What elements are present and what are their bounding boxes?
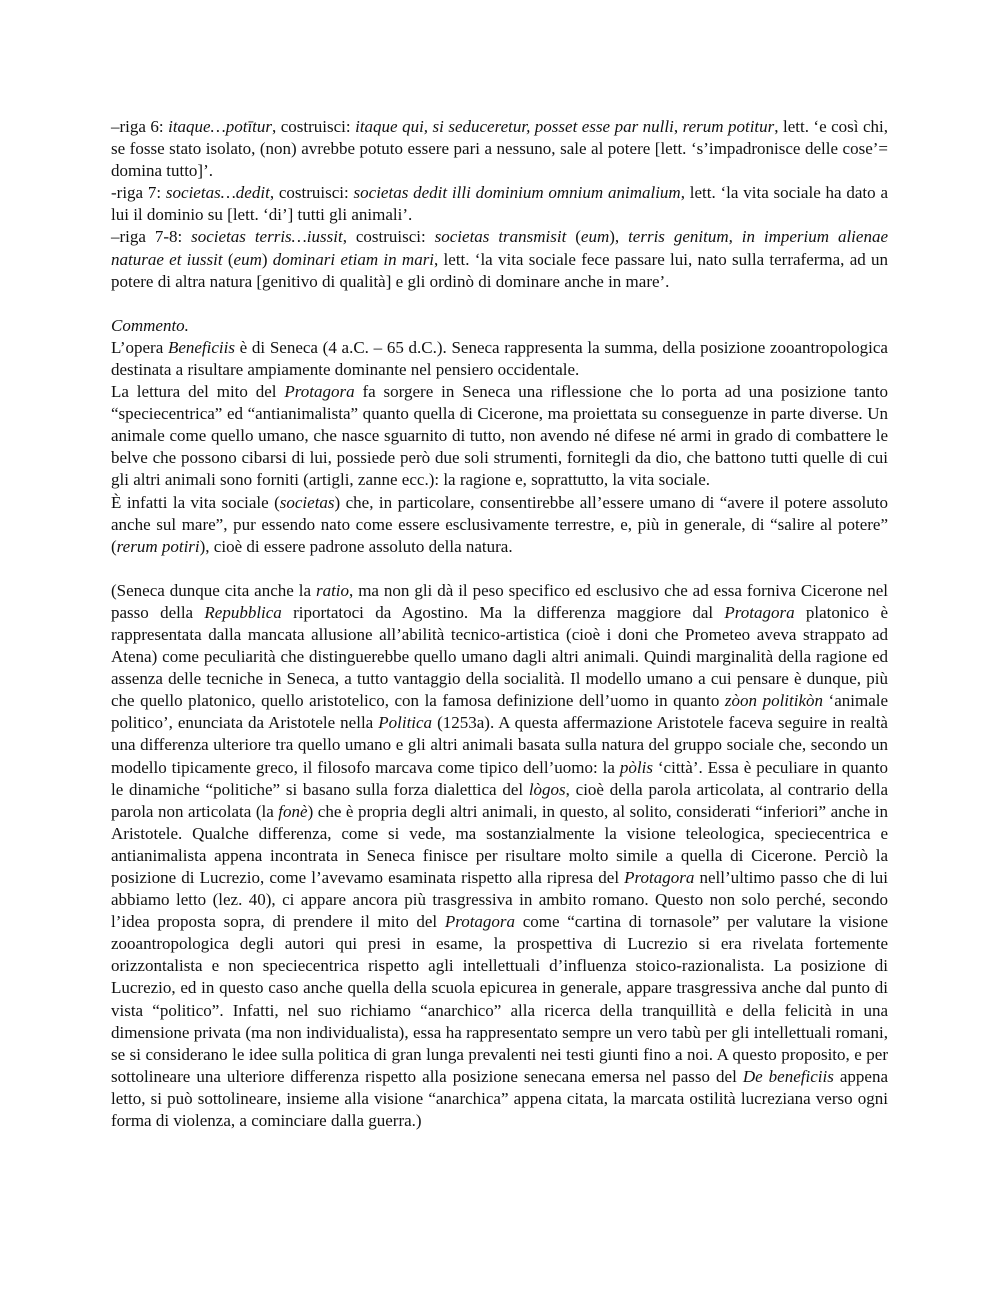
text-run: ), [609, 227, 629, 247]
italic-text-run: itaque…potītur [168, 117, 273, 136]
text-run: -riga 7: [111, 183, 166, 203]
italic-text-run: lògos [528, 779, 566, 799]
text-run: , costruisci: [342, 227, 435, 247]
parenthetical-paragraph [111, 580, 888, 1132]
paragraph-gap [111, 293, 888, 315]
italic-text-run: eum [580, 227, 610, 247]
italic-text-run: societas [279, 492, 335, 512]
italic-text-run: ratio [315, 580, 350, 600]
commento-paragraph-2 [111, 381, 888, 491]
text-run: ( [566, 227, 581, 247]
text-run: , costruisci: [272, 117, 356, 136]
paragraph-gap [111, 558, 888, 580]
note-riga-7 [111, 182, 888, 226]
text-run: ) che è propria degli altri animali, in questo, al solito, considerati “inferiori” anche in Aristotele. Qualche differenza, come si vede, ma sostanzialmente la visione teleologica, speciecentrica e antianimalista appena incontrata in Seneca finisce per risultare molto simile a quella di Cicerone. Perciò la posizione di Lucrezio, come l’avevamo esaminata rispetto alla ripresa del [111, 801, 888, 887]
commento-paragraph-3 [111, 492, 888, 558]
italic-text-run: societas dedit illi dominium omnium animalium [353, 183, 681, 203]
italic-text-run: pòlis [619, 757, 653, 777]
text-run: ) che, in particolare, consentirebbe all’essere umano di “avere il potere assoluto anche sul mare”, pur essendo nato come essere esclusivamente terrestre, e, più in generale, di “salire al potere” ( [111, 492, 888, 556]
text-run: –riga 6: [111, 117, 169, 136]
text-run: L’opera [111, 337, 168, 357]
text-run: fa sorgere in Seneca una riflessione che lo porta ad una posizione tanto “speciecentrica” ed “antianimalista” quanto quella di Cicerone, ma proiettata su conseguenze in parte diverse. Un animale come quello umano, che nasce sguarnito di tutto, non avendo né difese né armi in grado di combattere le belve che possono cibarsi di lui, possiede però due soli strumenti, fornitegli da dio, che battono tutti quelle di cui gli altri animali sono forniti (artigli, zanne ecc.): la ragione e, soprattutto, la vita sociale. [111, 382, 888, 490]
commento-section [111, 315, 888, 558]
text-run: La lettura del mito del [111, 382, 285, 402]
italic-text-run: eum [233, 249, 262, 269]
text-run: ), cioè di essere padrone assoluto della natura. [199, 536, 513, 556]
text-run: , ma non gli dà il peso specifico ed esclusivo che ad essa forniva Cicerone nel passo della [111, 580, 888, 622]
italic-text-run: societas…dedit [165, 183, 270, 203]
commento-paragraph-1 [111, 337, 888, 381]
italic-text-run: Repubblica [204, 602, 282, 622]
note-riga-7-8 [111, 226, 888, 292]
text-run: è di Seneca (4 a.C. – 65 d.C.). Seneca rappresenta la summa, della posizione zooantropologica destinata a risultare ampiamente dominante nel pensiero occidentale. [111, 337, 888, 379]
note-riga-6 [111, 116, 888, 182]
italic-text-run: itaque qui, si seduceretur, posset esse par nulli [355, 117, 674, 136]
page-content [111, 116, 888, 1132]
commento-heading: Commento. [111, 315, 189, 335]
italic-text-run: terris genitum, in imperium alienae naturae et iussit [111, 227, 888, 269]
text-run: ‘città’. Essa è peculiare in quanto le dinamiche “politiche” si basano sulla forza dialettica del [111, 757, 888, 799]
text-run: ) [261, 249, 273, 269]
text-run: , costruisci: [269, 183, 354, 203]
italic-text-run: Politica [378, 713, 433, 733]
text-run: come “cartina di tornasole” per valutare la visione zooantropologica degli autori qui presi in esame, la prospettiva di Lucrezio si era rivelata fortemente orizzontalista e non speciecentrica rispetto agli intellettuali d’influenza stoico-razionalista. La posizione di Lucrezio, ed in questo caso anche quella della scuola epicurea in generale, appare trasgressiva anche dal punto di vista “politico”. Infatti, nel suo richiamo “anarchico” alla ricerca della tranquillità e della felicità in una dimensione privata (ma non individualista), essa ha rappresentato sempre un vero tabù per gli intellettuali romani, se si considerano le idee sulla politica di gran lunga prevalenti nei testi giunti fino a noi. A questo proposito, e per sottolineare una ulteriore differenza rispetto alla posizione senecana emersa nel passo del [111, 912, 888, 1086]
italic-text-run: zòon politikòn [724, 691, 824, 711]
text-run: –riga 7-8: [111, 227, 192, 247]
italic-text-run: societas transmisit [434, 227, 567, 247]
text-run: platonico è rappresentata dalla mancata allusione all’abilità tecnico-artistica (cioè i doni che Prometeo aveva strappato ad Atena) come peculiarità che distinguerebbe quello umano dagli altri animali. Quindi marginalità della ragione ed assenza delle tecniche in Seneca, a tutto vantaggio della socialità. Il modello umano a cui pensare è dunque, più che quello platonico, quello aristotelico, con la famosa definizione dell’uomo in quanto [111, 602, 888, 711]
italic-text-run: fonè [278, 801, 308, 821]
italic-text-run: Protagora [624, 868, 695, 887]
text-run: ‘animale politico’, enunciata da Aristotele nella [111, 691, 889, 733]
italic-text-run: Protagora [284, 382, 355, 402]
text-run: È infatti la vita sociale ( [111, 492, 280, 512]
text-run: nell’ultimo passo che di lui abbiamo letto (lez. 40), ci appare ancora più trasgressiva in ambito romano. Questo non solo perché, secondo l’idea proposta sopra, di prendere il mito del [111, 868, 888, 932]
italic-text-run: dominari etiam in mari [272, 249, 435, 269]
italic-text-run: rerum potitur [682, 117, 775, 136]
text-run: (Seneca dunque cita anche la [111, 580, 316, 600]
italic-text-run: Protagora [724, 602, 795, 622]
text-run: , lett. ‘la vita sociale fece passare lui, nato sulla terraferma, ad un potere di altra natura [genitivo di qualità] e gli ordinò di dominare anche in mare’. [111, 249, 889, 291]
italic-text-run: De beneficiis [742, 1066, 834, 1086]
italic-text-run: Protagora [444, 912, 516, 932]
italic-text-run: societas terris…iussit [191, 227, 343, 247]
text-run: ( [222, 249, 234, 269]
italic-text-run: rerum potiri [116, 536, 200, 556]
text-run: , lett. ‘e così chi, se fosse stato isolato, (non) avrebbe potuto essere pari a nessuno, sale al potere [lett. ‘s’impadronisce delle cose’= domina tutto]’. [111, 117, 888, 181]
text-run: , cioè della parola articolata, al contrario della parola non articolata (la [111, 779, 888, 821]
text-run: (1253a). A questa affermazione Aristotele faceva seguire in realtà una differenza ulteriore tra quello umano e gli altri animali basata sulla natura del gruppo sociale che, secondo un modello tipicamente greco, il filosofo marcava come tipico dell’uomo: la [111, 713, 888, 777]
text-run: riportatoci da Agostino. Ma la differenza maggiore dal [281, 602, 725, 622]
text-run: , lett. ‘la vita sociale ha dato a lui il dominio su [lett. ‘di’] tutti gli animali’. [111, 183, 888, 225]
grammar-notes [111, 116, 888, 293]
text-run: , [673, 117, 683, 136]
text-run: appena letto, si può sottolineare, insieme alla visione “anarchica” appena citata, la marcata ostilità lucreziana verso ogni forma di violenza, a cominciare dalla guerra.) [111, 1066, 888, 1131]
italic-text-run: Beneficiis [167, 337, 235, 357]
